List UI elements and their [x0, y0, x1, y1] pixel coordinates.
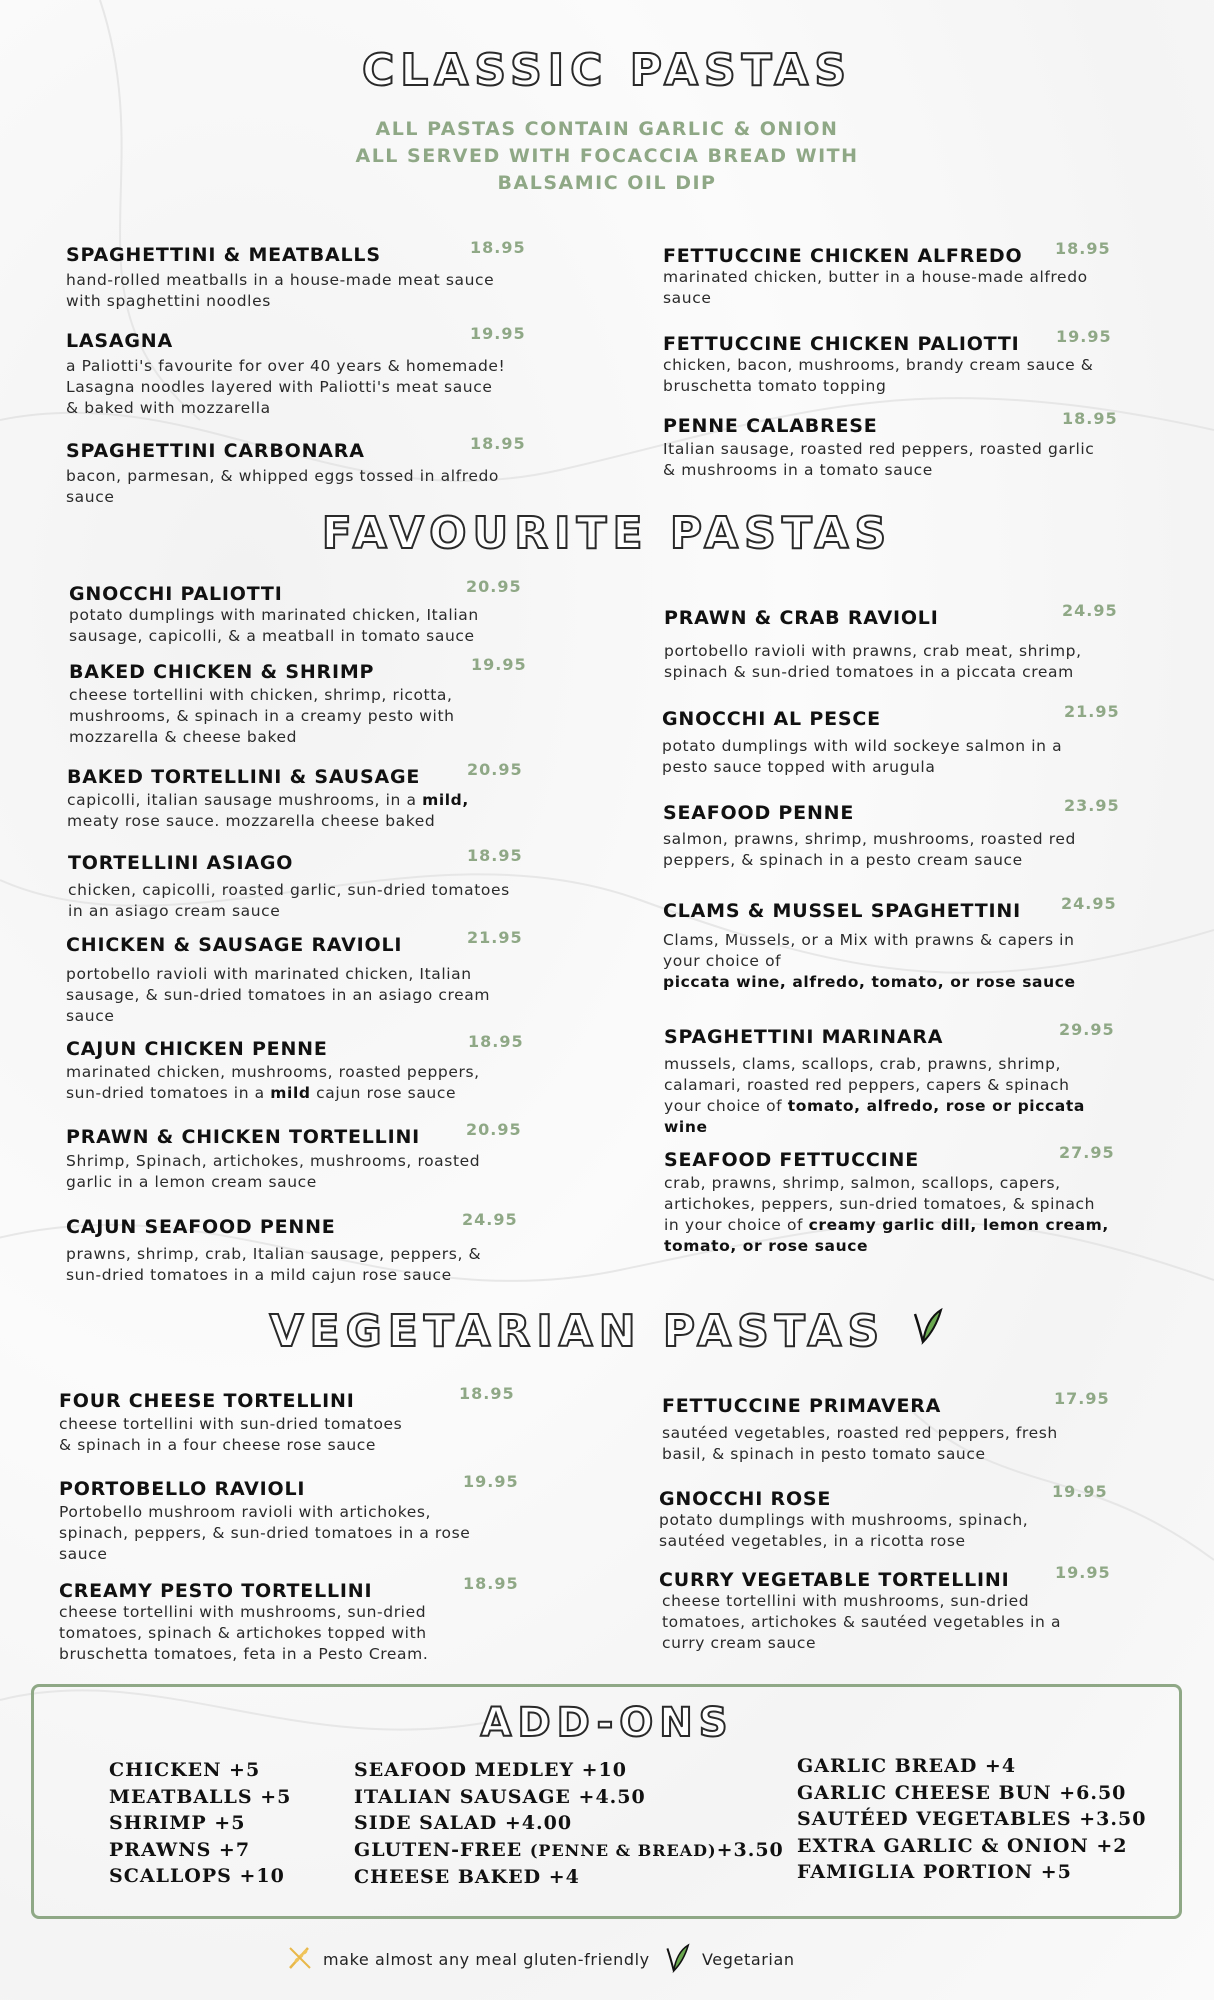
item-desc: Shrimp, Spinach, artichokes, mushrooms, roasted garlic in a lemon cream sauce [66, 1152, 481, 1191]
item-price: 20.95 [467, 760, 523, 779]
item-name: SEAFOOD FETTUCCINE [664, 1149, 920, 1171]
menu-item [66, 1120, 526, 1193]
item-desc: Portobello mushroom ravioli with artichokes, spinach, peppers, & sun-dried tomatoes in a rose sauce [59, 1503, 471, 1563]
item-price: 18.95 [470, 434, 526, 453]
addon-item: GLUTEN-FREE (PENNE & BREAD)+3.50 [354, 1838, 784, 1861]
item-name: TORTELLINI ASIAGO [68, 852, 294, 874]
item-price: 20.95 [466, 1120, 522, 1139]
vegetarian-title-text: VEGETARIAN PASTAS [269, 1306, 886, 1357]
menu-item [663, 796, 1123, 871]
item-desc: sautéed vegetables, roasted red peppers, fresh basil, & spinach in pesto tomato sauce [662, 1424, 1058, 1463]
item-name: PORTOBELLO RAVIOLI [59, 1478, 306, 1500]
menu-item [659, 1563, 1119, 1654]
addon-item: ITALIAN SAUSAGE +4.50 [354, 1785, 646, 1808]
classic-pastas-title: CLASSIC PASTAS [361, 45, 853, 96]
item-desc: chicken, bacon, mushrooms, brandy cream sauce & bruschetta tomato topping [663, 356, 1094, 395]
item-desc: prawns, shrimp, crab, Italian sausage, peppers, & sun-dried tomatoes in a mild cajun rose sauce [66, 1245, 482, 1284]
addons-title: ADD-ONS [480, 1700, 734, 1746]
item-price: 24.95 [1061, 894, 1117, 913]
menu-item [664, 1020, 1124, 1138]
menu-item [664, 1143, 1124, 1257]
vegetarian-pastas-title [0, 1306, 1214, 1357]
menu-item [66, 434, 526, 508]
item-desc: crab, prawns, shrimp, salmon, scallops, capers, artichokes, peppers, sun-dried tomatoes, & spinach in your choice of creamy garlic dill, lemon cream, tomato, or rose sauce [664, 1174, 1109, 1255]
menu-item [68, 846, 528, 922]
addon-item: SCALLOPS +10 [109, 1865, 285, 1887]
classic-subtitle [0, 116, 1214, 197]
menu-item [664, 601, 1124, 683]
addon-item: SEAFOOD MEDLEY +10 [354, 1759, 627, 1781]
item-price: 24.95 [1062, 601, 1118, 620]
addon-item: FAMIGLIA PORTION +5 [797, 1861, 1072, 1883]
item-name: CHICKEN & SAUSAGE RAVIOLI [66, 934, 403, 956]
item-desc: Italian sausage, roasted red peppers, roasted garlic & mushrooms in a tomato sauce [663, 440, 1095, 479]
item-price: 19.95 [463, 1472, 519, 1491]
menu-item [66, 928, 526, 1027]
item-name: CLAMS & MUSSEL SPAGHETTINI [663, 900, 1021, 922]
menu-item [66, 1032, 526, 1104]
menu-item [69, 655, 529, 748]
menu-item [662, 1389, 1122, 1465]
item-name: CAJUN SEAFOOD PENNE [66, 1216, 336, 1238]
item-desc: potato dumplings with marinated chicken, Italian sausage, capicolli, & a meatball in tomato sauce [69, 606, 479, 645]
item-desc: chicken, capicolli, roasted garlic, sun-dried tomatoes in an asiago cream sauce [68, 881, 510, 920]
subtitle-line: BALSAMIC OIL DIP [497, 172, 717, 194]
item-desc: hand-rolled meatballs in a house-made meat sauce with spaghettini noodles [66, 271, 495, 310]
vegetarian-legend-text: Vegetarian [702, 1950, 795, 1969]
item-price: 19.95 [471, 655, 527, 674]
item-name: CAJUN CHICKEN PENNE [66, 1038, 328, 1060]
item-price: 18.95 [459, 1384, 515, 1403]
menu-item [659, 1482, 1119, 1552]
menu-item [663, 894, 1123, 993]
item-price: 19.95 [470, 324, 526, 343]
item-name: CREAMY PESTO TORTELLINI [59, 1580, 373, 1602]
item-price: 18.95 [463, 1574, 519, 1593]
item-price: 18.95 [1062, 409, 1118, 428]
addon-item: MEATBALLS +5 [109, 1785, 292, 1808]
item-desc: potato dumplings with mushrooms, spinach, sautéed vegetables, in a ricotta rose [659, 1511, 1029, 1550]
wheat-icon [286, 1944, 314, 1972]
addon-item: GARLIC CHEESE BUN +6.50 [797, 1781, 1127, 1804]
item-name: FETTUCCINE PRIMAVERA [662, 1395, 942, 1417]
menu-item [663, 239, 1123, 309]
addons-column-3 [797, 1753, 1146, 1886]
item-price: 23.95 [1064, 796, 1120, 815]
item-desc: potato dumplings with wild sockeye salmon in a pesto sauce topped with arugula [662, 737, 1063, 776]
item-name: PRAWN & CRAB RAVIOLI [664, 607, 939, 629]
subtitle-line: ALL SERVED WITH FOCACCIA BREAD WITH [355, 145, 859, 167]
addon-note: (PENNE & BREAD) [529, 1840, 717, 1860]
item-name: FETTUCCINE CHICKEN ALFREDO [663, 245, 1023, 267]
item-desc: a Paliotti's favourite for over 40 years & homemade! Lasagna noodles layered with Paliotti's meat sauce & baked with mozzarella [66, 357, 506, 417]
menu-item [66, 238, 526, 312]
item-desc: mussels, clams, scallops, crab, prawns, shrimp, calamari, roasted red peppers, capers & spinach your choice of tomato, alfredo, rose or piccata wine [664, 1055, 1085, 1136]
addons-column-1 [109, 1757, 291, 1890]
item-desc: portobello ravioli with marinated chicken, Italian sausage, & sun-dried tomatoes in an asiago cream sauce [66, 965, 491, 1025]
menu-item [59, 1472, 519, 1565]
leaf-icon [662, 1942, 692, 1974]
item-name: SEAFOOD PENNE [663, 802, 855, 824]
item-desc: cheese tortellini with chicken, shrimp, ricotta, mushrooms, & spinach in a creamy pesto with mozzarella & cheese baked [69, 686, 455, 746]
item-name: SPAGHETTINI MARINARA [664, 1026, 944, 1048]
addon-item: SHRIMP +5 [109, 1812, 246, 1834]
item-name: FOUR CHEESE TORTELLINI [59, 1390, 355, 1412]
item-name: BAKED CHICKEN & SHRIMP [69, 661, 375, 683]
addon-item: SAUTÉED VEGETABLES +3.50 [797, 1808, 1147, 1830]
gluten-friendly-text: make almost any meal gluten-friendly [323, 1950, 650, 1969]
addon-item: GARLIC BREAD +4 [797, 1755, 1017, 1777]
item-price: 29.95 [1059, 1020, 1115, 1039]
item-name: GNOCCHI ROSE [659, 1488, 832, 1510]
menu-item [67, 760, 527, 832]
item-price: 19.95 [1052, 1482, 1108, 1501]
item-name: PENNE CALABRESE [663, 415, 878, 437]
menu-item [663, 327, 1123, 397]
item-price: 21.95 [467, 928, 523, 947]
menu-item [69, 577, 529, 647]
menu-item [663, 409, 1123, 481]
item-price: 18.95 [468, 1032, 524, 1051]
menu-item [662, 702, 1122, 778]
item-price: 18.95 [1055, 239, 1111, 258]
item-price: 24.95 [462, 1210, 518, 1229]
item-desc: Clams, Mussels, or a Mix with prawns & capers in your choice of piccata wine, alfredo, tomato, or rose sauce [663, 931, 1076, 991]
menu-item [59, 1384, 519, 1456]
item-desc: cheese tortellini with sun-dried tomatoes & spinach in a four cheese rose sauce [59, 1415, 403, 1454]
item-desc: marinated chicken, butter in a house-made alfredo sauce [663, 268, 1088, 307]
item-price: 19.95 [1056, 327, 1112, 346]
addons-column-2 [354, 1757, 784, 1891]
item-name: GNOCCHI AL PESCE [662, 708, 881, 730]
item-desc: cheese tortellini with mushrooms, sun-dried tomatoes, artichokes & sautéed vegetables in a curry cream sauce [662, 1592, 1062, 1652]
menu-item [59, 1574, 519, 1665]
addon-item: EXTRA GARLIC & ONION +2 [797, 1834, 1128, 1857]
subtitle-line: ALL PASTAS CONTAIN GARLIC & ONION [375, 118, 839, 140]
item-price: 27.95 [1059, 1143, 1115, 1162]
item-name: PRAWN & CHICKEN TORTELLINI [66, 1126, 421, 1148]
item-price: 19.95 [1055, 1563, 1111, 1582]
menu-item [66, 1210, 526, 1286]
item-name: SPAGHETTINI & MEATBALLS [66, 244, 381, 266]
addon-item: CHEESE BAKED +4 [354, 1866, 580, 1888]
leaf-icon [909, 1306, 945, 1346]
item-desc: cheese tortellini with mushrooms, sun-dried tomatoes, spinach & artichokes topped with bruschetta tomatoes, feta in a Pesto Cream. [59, 1603, 429, 1663]
item-name: GNOCCHI PALIOTTI [69, 583, 283, 605]
item-price: 18.95 [467, 846, 523, 865]
item-name: LASAGNA [66, 330, 174, 352]
item-price: 17.95 [1054, 1389, 1110, 1408]
item-name: BAKED TORTELLINI & SAUSAGE [67, 766, 421, 788]
addon-item: PRAWNS +7 [109, 1838, 251, 1861]
item-desc: portobello ravioli with prawns, crab meat, shrimp, spinach & sun-dried tomatoes in a piccata cream [664, 642, 1082, 681]
item-name: SPAGHETTINI CARBONARA [66, 440, 365, 462]
item-name: FETTUCCINE CHICKEN PALIOTTI [663, 333, 1020, 355]
item-desc: marinated chicken, mushrooms, roasted peppers, sun-dried tomatoes in a mild cajun rose sauce [66, 1063, 480, 1102]
item-name: CURRY VEGETABLE TORTELLINI [659, 1569, 1010, 1591]
item-desc: capicolli, italian sausage mushrooms, in a mild, meaty rose sauce. mozzarella cheese baked [67, 791, 469, 830]
item-desc: bacon, parmesan, & whipped eggs tossed in alfredo sauce [66, 467, 499, 506]
favourite-pastas-title: FAVOURITE PASTAS [321, 508, 893, 559]
item-desc: salmon, prawns, shrimp, mushrooms, roasted red peppers, & spinach in a pesto cream sauce [663, 830, 1076, 869]
addon-item: SIDE SALAD +4.00 [354, 1812, 573, 1834]
menu-item [66, 324, 526, 419]
item-price: 20.95 [466, 577, 522, 596]
item-price: 21.95 [1064, 702, 1120, 721]
addon-item: CHICKEN +5 [109, 1759, 261, 1781]
item-price: 18.95 [470, 238, 526, 257]
